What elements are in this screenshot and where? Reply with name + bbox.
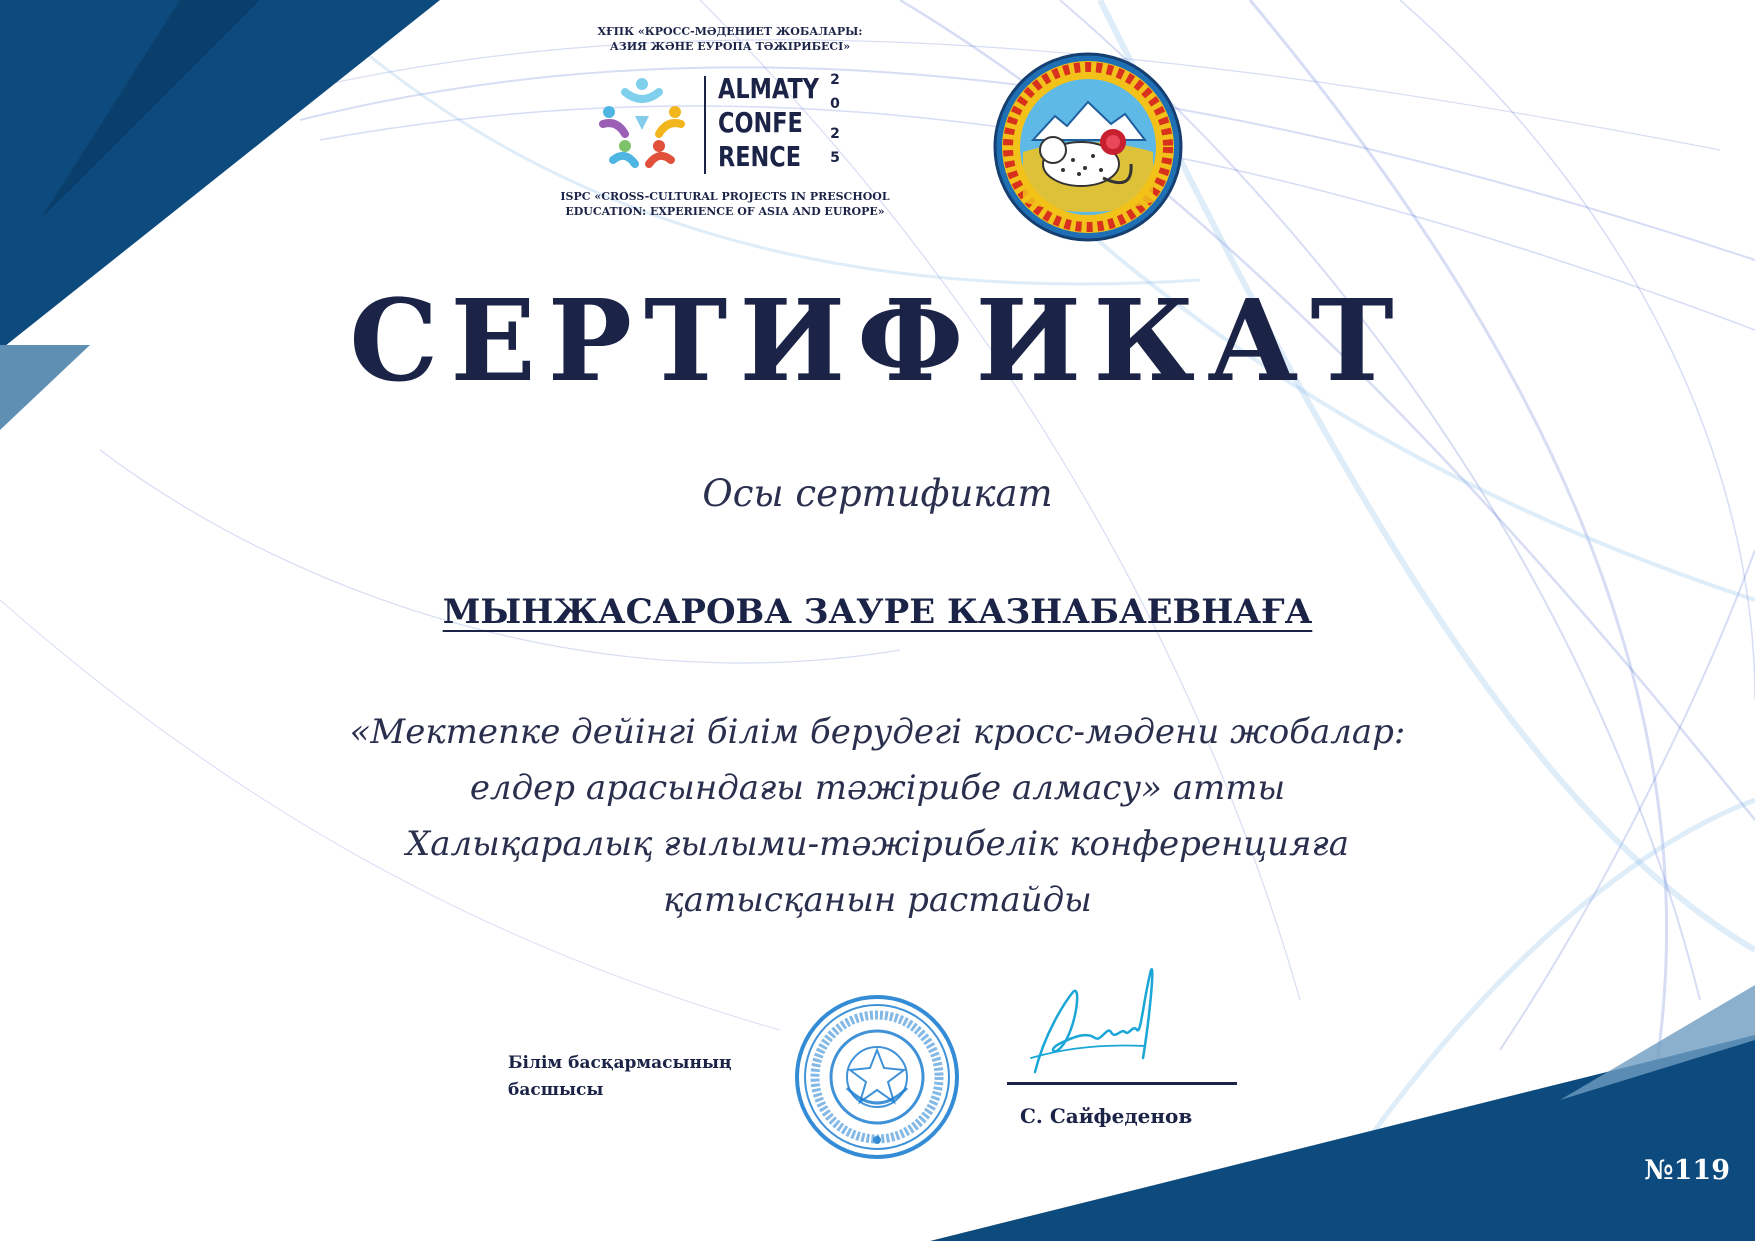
people-circle-logo-icon [603,78,681,164]
certificate-number: №119 [1644,1155,1730,1186]
certificate-body-line: «Мектепке дейінгі білім берудегі кросс-мәдени жобалар: [349,712,1406,752]
logo-year-digit: 0 [830,96,840,112]
logo-year-digit: 2 [830,72,840,88]
recipient-name [0,588,1755,636]
certificate-body-line: елдер арасындағы тәжірибе алмасу» атты [469,768,1286,808]
logo-word-rence: RENCE [718,140,802,173]
conference-header-kz-line1: ХҒПК «КРОСС-МӘДЕНИЕТ ЖОБАЛАРЫ: [597,25,863,38]
official-round-stamp-icon [792,992,962,1162]
logo-word-almaty: ALMATY [718,72,819,105]
logo-divider [704,76,706,174]
conference-header-en-line1: ISPC «CROSS-CULTURAL PROJECTS IN PRESCHOOL [560,190,890,203]
signature-line [1007,1082,1237,1085]
conference-header-kz [560,24,900,54]
recipient-name-text: МЫНЖАСАРОВА ЗАУРЕ КАЗНАБАЕВНАҒА [442,592,1313,632]
logo-word-confe: CONFE [718,106,803,139]
conference-header-kz-line2: АЗИЯ ЖӘНЕ ЕУРОПА ТӘЖІРИБЕСІ» [609,40,851,53]
logo-year-digit: 5 [830,150,840,166]
logo-year-digit: 2 [830,126,840,142]
certificate-body-line: Халықаралық ғылыми-тәжірибелік конференцияға [406,824,1349,864]
certificate-body-line: қатысқанын растайды [663,880,1092,920]
conference-header-en [545,189,905,219]
certificate-subtitle: Осы сертификат [702,472,1053,515]
conference-logo-icon [595,72,690,174]
certificate-title: СЕРТИФИКАТ [349,276,1406,407]
signer-position-line2: басшысы [508,1080,604,1100]
conference-header-en-line2: EDUCATION: EXPERIENCE OF ASIA AND EUROPE» [565,205,885,218]
signer-position [508,1050,748,1104]
handwritten-signature-icon [1025,962,1175,1082]
signer-position-line1: Білім басқармасының [508,1053,732,1073]
almaty-city-emblem-snow-leopard-icon [993,52,1183,242]
signer-name: С. Сайфеденов [1020,1104,1193,1128]
